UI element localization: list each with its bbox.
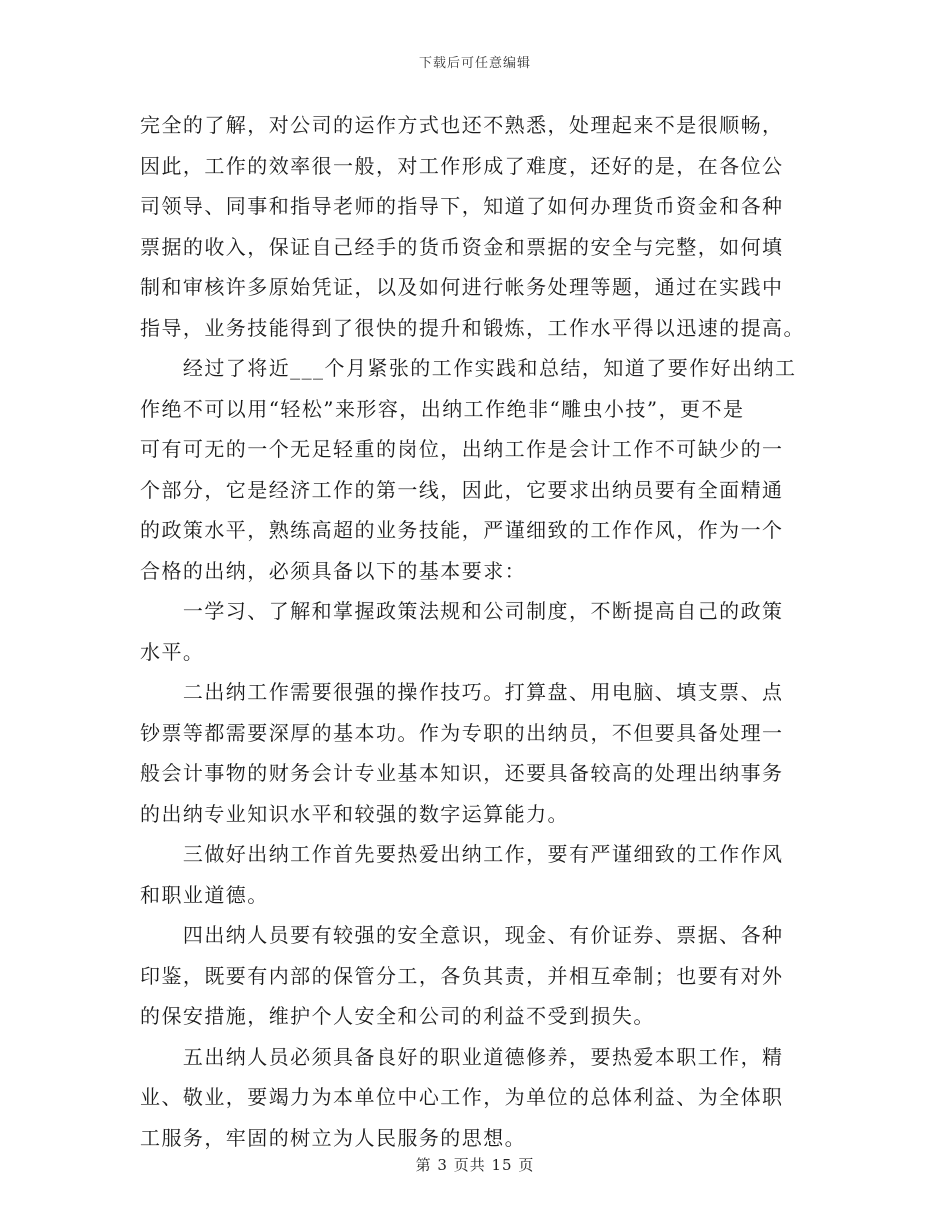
text-line: 业、敬业，要竭力为本单位中心工作，为单位的总体利益、为全体职	[140, 1085, 784, 1109]
text-line: 的出纳专业知识水平和较强的数字运算能力。	[140, 801, 569, 826]
text-line: 票据的收入，保证自己经手的货币资金和票据的安全与完整，如何填	[140, 234, 784, 259]
text-line: 二出纳工作需要很强的操作技巧。打算盘、用电脑、填支票、点	[140, 680, 784, 704]
text-line: 四出纳人员要有较强的安全意识，现金、有价证券、票据、各种	[140, 923, 784, 947]
text-line: 合格的出纳，必须具备以下的基本要求：	[140, 558, 527, 583]
text-line: 五出纳人员必须具备良好的职业道德修养，要热爱本职工作，精	[140, 1044, 784, 1069]
page-header: 下载后可任意编辑	[418, 56, 531, 71]
text-line: 指导，业务技能得到了很快的提升和锻炼，工作水平得以迅速的提高。	[140, 315, 805, 340]
text-line: 完全的了解，对公司的运作方式也还不熟悉，处理起来不是很顺畅，	[140, 113, 784, 137]
text-line: 的保安措施，维护个人安全和公司的利益不受到损失。	[140, 1004, 655, 1028]
text-line: 一学习、了解和掌握政策法规和公司制度，不断提高自己的政策	[140, 599, 784, 623]
text-line: 水平。	[140, 639, 205, 664]
text-line: 因此，工作的效率很一般，对工作形成了难度，还好的是，在各位公	[140, 153, 784, 178]
text-line: 个部分，它是经济工作的第一线，因此，它要求出纳员要有全面精通	[140, 477, 784, 502]
page-footer: 第 3 页共 15 页	[415, 1156, 535, 1174]
text-line: 三做好出纳工作首先要热爱出纳工作，要有严谨细致的工作作风	[140, 842, 784, 866]
text-line: 司领导、同事和指导老师的指导下，知道了如何办理货币资金和各种	[140, 194, 784, 218]
text-line: 可有可无的一个无足轻重的岗位，出纳工作是会计工作不可缺少的一	[140, 437, 784, 461]
text-line: 工服务，牢固的树立为人民服务的思想。	[140, 1125, 527, 1150]
text-line: 印鉴，既要有内部的保管分工，各负其责，并相互牵制；也要有对外	[140, 963, 784, 988]
text-line: 般会计事物的财务会计专业基本知识，还要具备较高的处理出纳事务	[140, 761, 784, 785]
text-line: 钞票等都需要深厚的基本功。作为专职的出纳员，不但要具备处理一	[140, 720, 784, 745]
text-line: 制和审核许多原始凭证，以及如何进行帐务处理等题，通过在实践中	[140, 275, 784, 299]
text-line: 经过了将近___个月紧张的工作实践和总结，知道了要作好出纳工	[140, 356, 797, 380]
document-body	[140, 105, 805, 1158]
text-line: 作绝不可以用“轻松”来形容，出纳工作绝非“雕虫小技”，更不是	[140, 396, 745, 421]
text-line: 的政策水平，熟练高超的业务技能，严谨细致的工作作风，作为一个	[140, 518, 784, 542]
text-line: 和职业道德。	[140, 882, 269, 907]
